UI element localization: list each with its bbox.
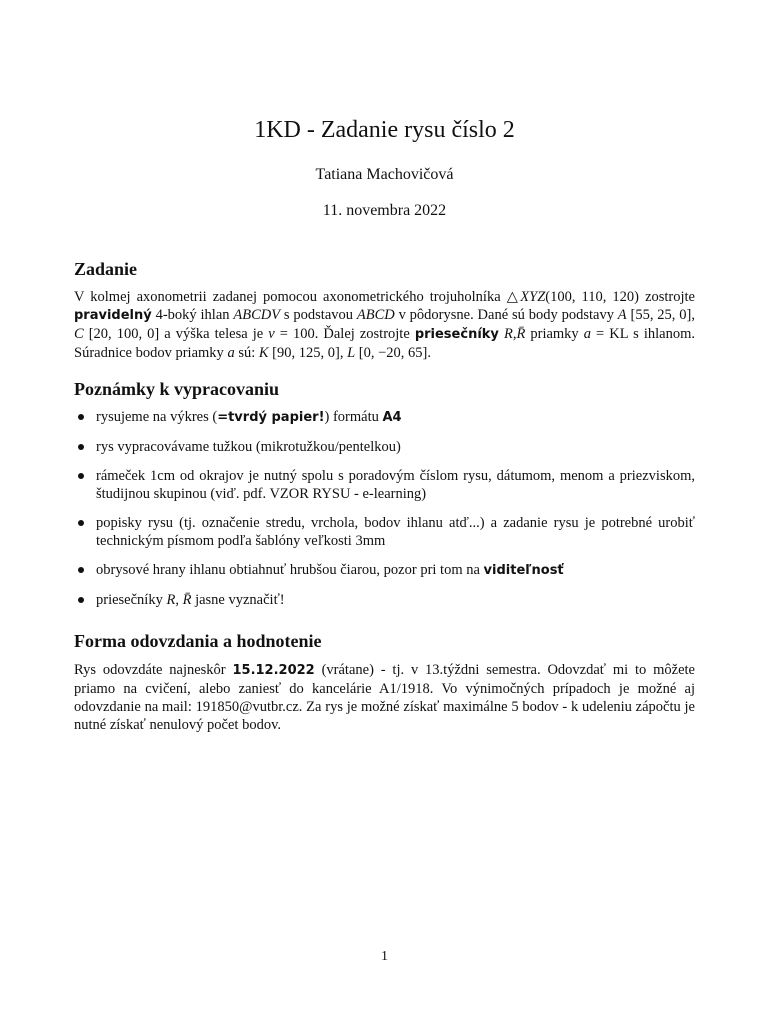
- assignment-paragraph: V kolmej axonometrii zadanej pomocou axonometrického trojuholníka △XYZ(100, 110, 120) zostrojte pravidelný 4-boký ihlan ABCDV s podstavou ABCD v pôdorysne. Dané sú body podstavy A [55, 25, 0], C [20, 100, 0] a výška telesa je v = 100. Ďalej zostrojte priesečníky R,R̄ priamky a = KL s ihlanom. Súradnice bodov priamky a sú: K [90, 125, 0], L [0, −20, 65].: [74, 289, 695, 361]
- paper-page: [74, 0, 695, 1024]
- section-heading-zadanie: Zadanie: [74, 259, 138, 279]
- document-title: 1KD - Zadanie rysu číslo 2: [254, 117, 515, 143]
- list-item: popisky rysu (tj. označenie stredu, vrchola, bodov ihlanu atď...) a zadanie rysu je potrebné urobiť technickým písmom podľa šablóny veľkosti 3mm: [96, 515, 695, 549]
- notes-list: [96, 408, 695, 620]
- list-item: obrysové hrany ihlanu obtiahnuť hrubšou čiarou, pozor pri tom na viditeľnosť: [96, 561, 695, 580]
- section-heading-poznamky: Poznámky k vypracovaniu: [74, 379, 280, 399]
- document-author: Tatiana Machovičová: [315, 166, 454, 183]
- document-date: 11. novembra 2022: [322, 202, 447, 219]
- list-item: rámeček 1cm od okrajov je nutný spolu s poradovým číslom rysu, dátumom, menom a priezviskom, študijnou skupinou (viď. pdf. VZOR RYSU - e-learning): [96, 468, 695, 502]
- list-item: priesečníky R, R̄ jasne vyznačiť!: [96, 591, 695, 609]
- list-item: rys vypracovávame tužkou (mikrotužkou/pentelkou): [96, 438, 695, 456]
- section-heading-forma: Forma odovzdania a hodnotenie: [74, 631, 322, 651]
- page-number: 1: [381, 949, 388, 964]
- deadline-date: 15.12.2022: [232, 663, 315, 678]
- list-item: rysujeme na výkres (=tvrdý papier!) formátu A4: [96, 408, 695, 427]
- triangle-symbol: △: [506, 289, 521, 305]
- submission-paragraph: Rys odovzdáte najneskôr 15.12.2022 (vrátane) - tj. v 13.týždni semestra. Odovzdať mi to môžete priamo na cvičení, alebo zaniesť do kancelárie A1/1918. Vo výnimočných prípadoch je možné aj odovzdanie na mail: 191850@vutbr.cz. Za rys je možné získať maximálne 5 bodov - k udeleniu zápočtu je nutné získať nenulový počet bodov.: [74, 662, 695, 733]
